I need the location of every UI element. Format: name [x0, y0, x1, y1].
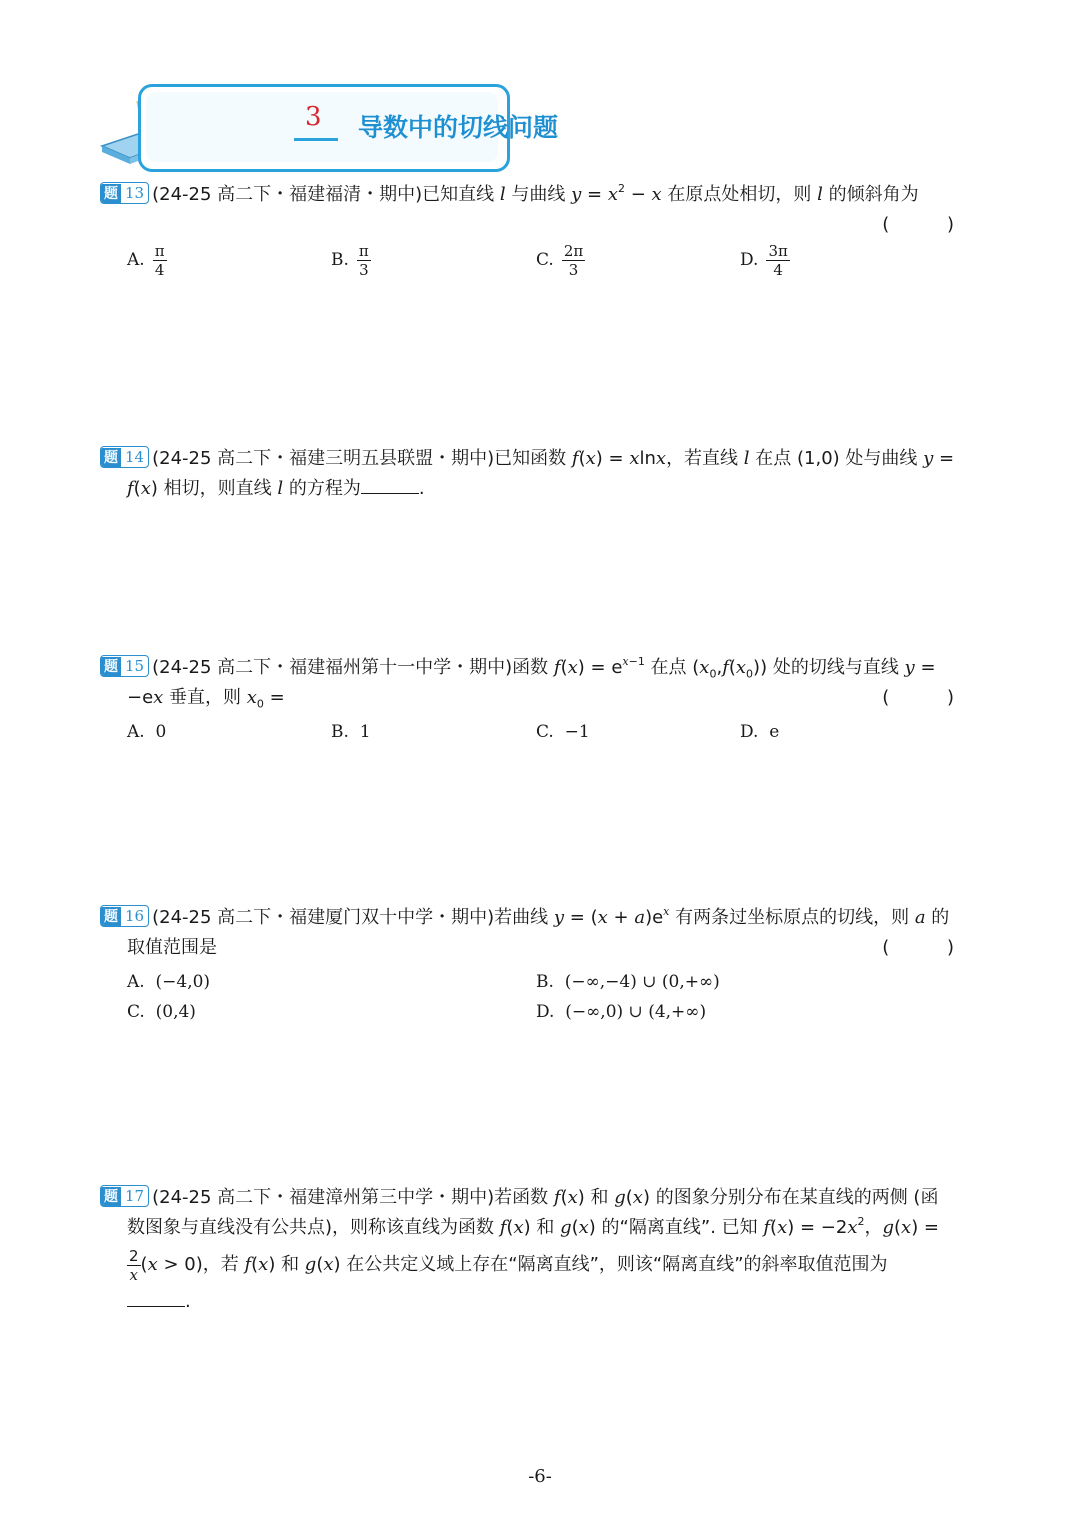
section-number-underline — [294, 138, 338, 141]
problem-16: 题 16 (24-25 高二下・福建厦门双十中学・期中)若曲线 $y = (x + a)e^x$ 有两条过坐标原点的切线，则 a 的 取值范围是 ( ) A. (−4,0) B. (−∞,−4) ∪ (0,+∞) C. (0,4) D. (−∞,0) ∪ (4,+∞) — [100, 903, 985, 1027]
answer-blank — [361, 475, 419, 494]
section-header — [100, 84, 559, 170]
answer-blank — [127, 1288, 185, 1307]
option-a: A. $\frac{\pi}{4}$ — [127, 242, 165, 279]
problem-source: (24-25 高二下・福建三明五县联盟・期中) — [152, 448, 495, 469]
option-a: A. (−4,0) — [127, 972, 211, 992]
problem-badge: 题 16 — [100, 905, 149, 927]
option-a: A. 0 — [127, 722, 167, 742]
option-b: B. 1 — [331, 722, 371, 742]
problem-source: (24-25 高二下・福建厦门双十中学・期中) — [152, 907, 495, 928]
answer-paren: ( ) — [882, 937, 980, 958]
problem-15: 题 15 (24-25 高二下・福建福州第十一中学・期中)函数 $f(x) = e^{x-1}$ 在点 $(x_0,f(x_0))$ 处的切线与直线 y = −ex 垂直，则 $x_0$ = ( ) A. 0 B. 1 C. −1 D. e — [100, 653, 985, 747]
problem-14: 题 14 (24-25 高二下・福建三明五县联盟・期中)已知函数 f(x) = xlnx，若直线 l 在点 (1,0) 处与曲线 y = f(x) 相切，则直线 l 的方程为 . — [100, 444, 985, 504]
problem-17: 题 17 (24-25 高二下・福建漳州第三中学・期中)若函数 f(x) 和 g(x) 的图象分别分布在某直线的两侧 (函 数图象与直线没有公共点)，则称该直线为函数 f(x) 和 g(x) 的“隔离直线”. 已知 $f(x) = -2x^2$，g(x) = $\frac{2}{x}$ (x > 0)，若 f(x) 和 g(x) 在公共定义域上存在“隔离直线”，则该“隔离直线”的斜率取值范围为 . — [100, 1183, 985, 1317]
problem-13: 题 13 (24-25 高二下・福建福清・期中)已知直线 l 与曲线 $y = x^2 - x$ 在原点处相切，则 l 的倾斜角为 ( ) A. $\frac{\pi}{4}$ B. $\frac{\pi}{3}$ C. $\frac{2\pi}{3}$ D. $\frac{3\pi}{4}$ — [100, 180, 985, 288]
problem-source: (24-25 高二下・福建福清・期中) — [152, 184, 423, 205]
option-c: C. $\frac{2\pi}{3}$ — [536, 242, 584, 279]
option-c: C. (0,4) — [127, 1002, 196, 1022]
answer-paren: ( ) — [882, 687, 980, 708]
section-title: 导数中的切线问题 — [358, 113, 559, 142]
option-d: D. $\frac{3\pi}{4}$ — [740, 242, 788, 279]
problem-badge: 题 17 — [100, 1185, 149, 1207]
problem-badge: 题 14 — [100, 446, 149, 468]
problem-badge: 题 15 — [100, 655, 149, 677]
option-b: B. $\frac{\pi}{3}$ — [331, 242, 369, 279]
problem-source: (24-25 高二下・福建福州第十一中学・期中) — [152, 657, 513, 678]
option-c: C. −1 — [536, 722, 590, 742]
option-d: D. (−∞,0) ∪ (4,+∞) — [536, 1002, 707, 1022]
page-number: -6- — [528, 1466, 552, 1487]
answer-paren: ( ) — [882, 214, 980, 235]
problem-badge: 题 13 — [100, 182, 149, 204]
option-d: D. e — [740, 722, 780, 742]
problem-source: (24-25 高二下・福建漳州第三中学・期中) — [152, 1187, 495, 1208]
section-number: 3 — [305, 102, 322, 132]
option-b: B. (−∞,−4) ∪ (0,+∞) — [536, 972, 720, 992]
